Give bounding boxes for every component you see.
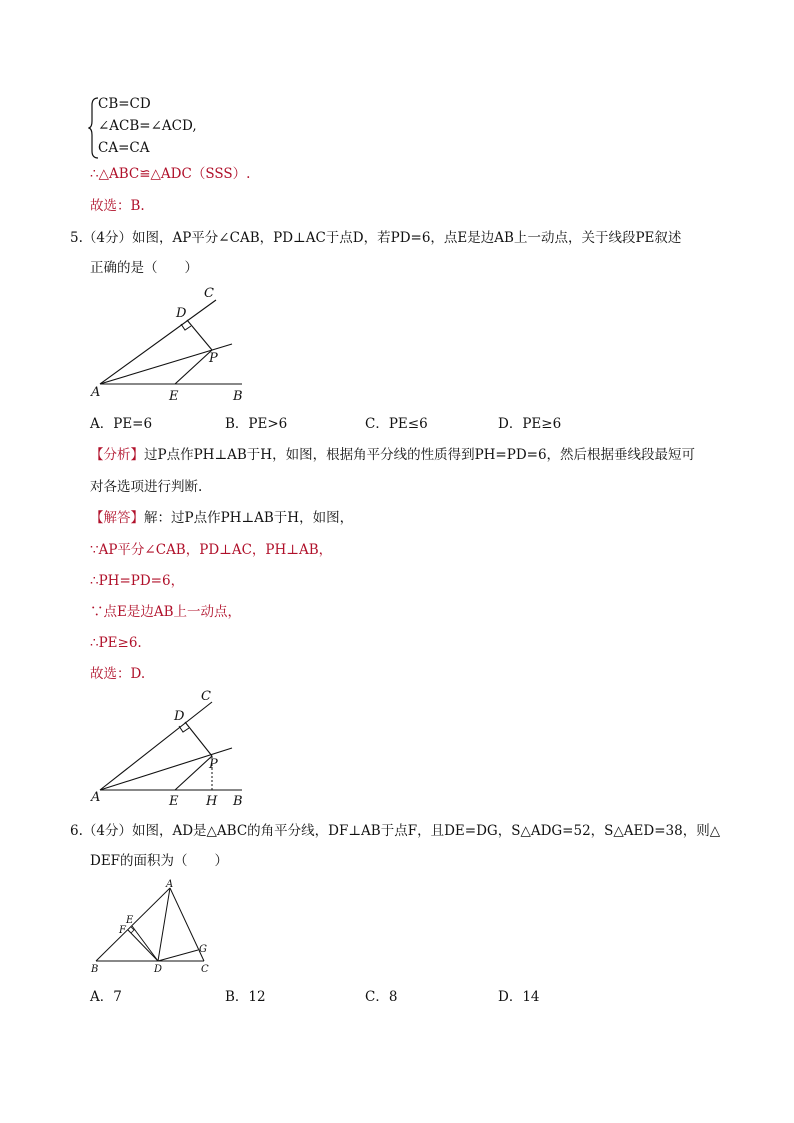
- label-c: C: [204, 286, 214, 301]
- label-e: E: [126, 915, 134, 926]
- segment-pe: [175, 756, 212, 790]
- q5-answer: 故选：D.: [90, 666, 146, 682]
- q6-option-d[interactable]: D．14: [498, 989, 540, 1005]
- label-d: D: [154, 964, 163, 975]
- q5-solution-line-1: [90, 509, 353, 527]
- label-d: D: [174, 709, 185, 724]
- label-h: H: [206, 794, 218, 809]
- q5-solution-line-3: ∴PH=PD=6，: [90, 573, 185, 589]
- q6-stem-line-2: DEF的面积为（ ）: [90, 853, 229, 869]
- q5-figure: [88, 284, 258, 404]
- q5-solution-line-4: ∵点E是边AB上一动点，: [90, 604, 242, 620]
- analysis-tag: 【分析】: [90, 447, 144, 463]
- proof-answer: 故选：B.: [90, 198, 145, 214]
- system-line-1: CB=CD: [98, 96, 151, 112]
- solution-tag: 【解答】: [90, 510, 144, 526]
- q5-analysis-line-2: 对各选项进行判断.: [90, 479, 203, 495]
- q5-option-b[interactable]: B．PE>6: [225, 416, 288, 432]
- q6-option-a[interactable]: A．7: [90, 989, 122, 1005]
- label-a: A: [91, 385, 101, 400]
- label-d: D: [176, 306, 187, 321]
- q5-solution-figure: [88, 686, 258, 810]
- q5-stem-line-2: 正确的是（ ）: [90, 260, 198, 276]
- q5-option-a[interactable]: A．PE=6: [90, 416, 153, 432]
- q6-stem-line-1: 6.（4分）如图，AD是△ABC的角平分线，DF⊥AB于点F，且DE=DG，S△ADG=52，S△AED=38，则△: [70, 823, 721, 839]
- label-c: C: [201, 689, 211, 704]
- q5-solution-line-2: ∵AP平分∠CAB，PD⊥AC，PH⊥AB，: [90, 542, 333, 558]
- segment-de: [132, 926, 158, 961]
- q5-option-c[interactable]: C．PE≤6: [365, 416, 428, 432]
- q5-option-d[interactable]: D．PE≥6: [498, 416, 562, 432]
- system-line-2: ∠ACB=∠ACD,: [98, 118, 197, 134]
- analysis-text: 过P点作PH⊥AB于H，如图，根据角平分线的性质得到PH=PD=6，然后根据垂线段最短可: [144, 447, 696, 463]
- label-p: P: [209, 757, 218, 772]
- q5-analysis-line-1: [90, 446, 695, 464]
- ray-ac: [100, 702, 212, 790]
- segment-pd: [185, 722, 212, 756]
- segment-ad: [158, 888, 170, 961]
- proof-conclusion: ∴△ABC≌△ADC（SSS）.: [90, 166, 251, 182]
- label-a: A: [91, 790, 101, 805]
- label-f: F: [119, 925, 126, 936]
- congruence-system: [88, 95, 228, 159]
- q5-stem-line-1: 5.（4分）如图，AP平分∠CAB，PD⊥AC于点D，若PD=6，点E是边AB上一动点，关于线段PE叙述: [70, 230, 682, 246]
- label-c: C: [201, 964, 209, 975]
- label-b: B: [233, 794, 243, 809]
- label-e: E: [169, 794, 179, 809]
- q6-option-c[interactable]: C．8: [365, 989, 398, 1005]
- label-b: B: [91, 964, 99, 975]
- segment-df: [128, 930, 158, 961]
- q6-option-b[interactable]: B．12: [225, 989, 266, 1005]
- label-e: E: [169, 389, 179, 404]
- solution-text: 解：过P点作PH⊥AB于H，如图，: [144, 510, 354, 526]
- segment-pd: [187, 320, 212, 350]
- system-line-3: CA=CA: [98, 140, 150, 156]
- label-b: B: [233, 389, 243, 404]
- q5-solution-line-5: ∴PE≥6.: [90, 635, 142, 651]
- label-a: A: [166, 879, 174, 890]
- ray-ac: [100, 300, 216, 384]
- q6-figure: [88, 878, 228, 978]
- segment-dg: [158, 950, 198, 961]
- label-g: G: [199, 944, 207, 955]
- label-p: P: [209, 351, 218, 366]
